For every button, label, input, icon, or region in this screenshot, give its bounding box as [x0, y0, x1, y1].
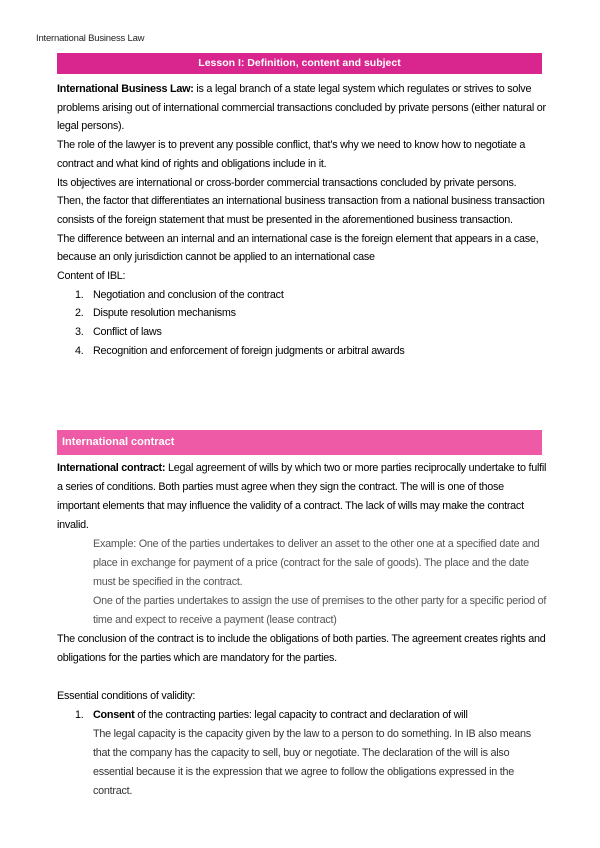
conditions-label: Essential conditions of validity:: [57, 690, 196, 702]
conditions-list: [57, 706, 547, 725]
paragraph-lawyer-role: The role of the lawyer is to prevent any possible conflict, that’s why we need to know how to negotiate a contract and what kind of rights and obligations include in it.: [57, 139, 526, 170]
ibl-term: International Business Law:: [57, 83, 194, 95]
content-label: Content of IBL:: [57, 270, 126, 283]
example-sale: Example: One of the parties undertakes to deliver an asset to the other one at a specified date and place in exchange for payment of a price (contract for the sale of goods). The place and the date must be specified in the contract.: [93, 538, 540, 588]
paragraph-conclusion: The conclusion of the contract is to include the obligations of both parties. The agreement creates rights and obligations for the parties which are mandatory for the parties.: [57, 633, 546, 664]
list-item: 2. Dispute resolution mechanisms: [75, 307, 236, 320]
consent-detail: The legal capacity is the capacity given by the law to a person to do something. In IB also means that the company has the capacity to sell, buy or negotiate. The declaration of the will is also essential because it is the expression that we agree to follow the obligations expressed in the contract.: [93, 728, 531, 797]
list-item: 1. Consent of the contracting parties: legal capacity to contract and declaration of will: [75, 709, 468, 721]
list-item: 3. Conflict of laws: [75, 326, 162, 339]
contract-term: International contract:: [57, 462, 166, 474]
list-item: 4. Recognition and enforcement of foreign judgments or arbitral awards: [75, 344, 405, 357]
content-list: [57, 286, 547, 361]
list-item: 1. Negotiation and conclusion of the contract: [75, 288, 284, 301]
paragraph-objectives: Its objectives are international or cross-border commercial transactions concluded by private persons.: [57, 176, 517, 189]
ibl-definition: International Business Law: is a legal branch of a state legal system which regulates or strives to solve problems arising out of international commercial transactions concluded by private persons (either natural or legal persons).: [57, 83, 546, 133]
paragraph-foreign-element: The difference between an internal and an international case is the foreign element that appears in a case, because an only jurisdiction cannot be applied to an international case: [57, 232, 539, 264]
example-lease: One of the parties undertakes to assign the use of premises to the other party for a specific period of time and expect to receive a payment (lease contract): [93, 595, 547, 626]
paragraph-differentiating-factor: Then, the factor that differentiates an international business transaction from a national business transaction consists of the foreign statement that must be presented in the aforementioned business transaction.: [57, 195, 545, 226]
running-header: International Business Law: [36, 33, 145, 44]
section-heading-international-contract: International contract: [57, 430, 542, 455]
section-definition: [57, 80, 547, 361]
lesson-title: Lesson I: Definition, content and subject: [57, 53, 542, 74]
section-international-contract: [57, 459, 547, 801]
contract-definition: International contract: Legal agreement of wills by which two or more parties reciprocally undertake to fulfil a series of conditions. Both parties must agree when they sign the contract. The will is one of those important elements that may influence the validity of a contract. The lack of wills may make the contract invalid.: [57, 462, 547, 531]
